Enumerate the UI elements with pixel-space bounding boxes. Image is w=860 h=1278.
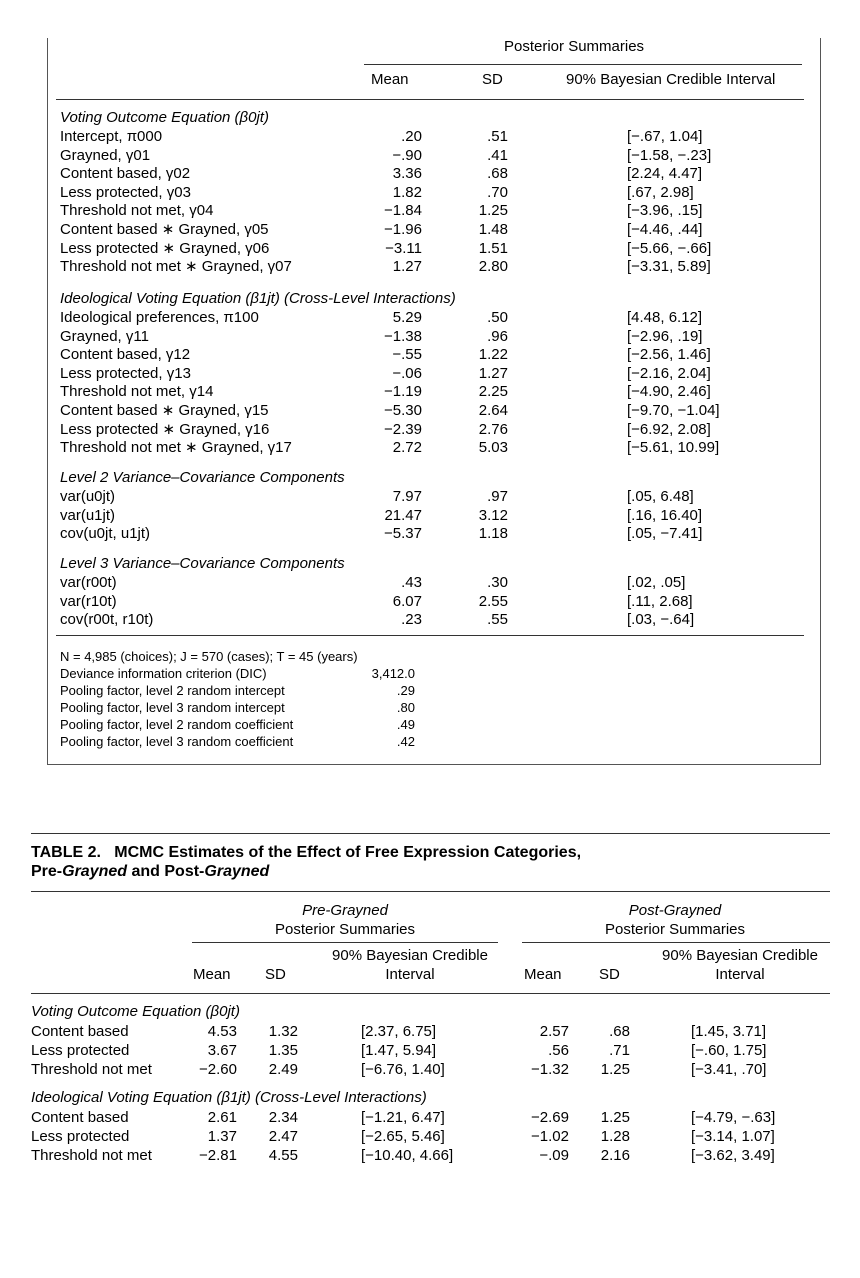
- footer-row: [60, 648, 480, 665]
- row-mean: 1.82: [392, 183, 422, 201]
- table-row: [31, 1108, 831, 1127]
- footer-value: .42: [396, 734, 415, 749]
- table1-col-ci: 90% Bayesian Credible Interval: [566, 71, 776, 88]
- row-mean: −.90: [392, 146, 422, 164]
- row-sd: .50: [487, 309, 508, 326]
- row-mean: 5.29: [392, 309, 422, 326]
- row-sd: .68: [487, 165, 508, 183]
- row-ci: [2.24, 4.47]: [627, 165, 703, 183]
- title-grayned-2: Grayned: [204, 863, 270, 880]
- row-label: Content based, γ02: [60, 165, 191, 183]
- post-col-sd: SD: [599, 966, 620, 983]
- table-row: [60, 147, 820, 165]
- table-row: [60, 402, 820, 420]
- table1-frame: [47, 38, 821, 765]
- table1-section-title: Voting Outcome Equation (β0jt): [60, 109, 269, 126]
- post-mean: 2.57: [539, 1023, 569, 1040]
- pre-ci: [−2.65, 5.46]: [361, 1128, 445, 1145]
- row-sd: 1.48: [478, 221, 508, 238]
- pre-grayned-header: [190, 902, 500, 919]
- footer-row: [60, 682, 480, 699]
- pre-sd: 2.49: [268, 1061, 298, 1078]
- post-header-rule: [522, 942, 830, 943]
- row-label: cov(u0jt, u1jt): [60, 525, 151, 543]
- row-label: Less protected, γ13: [60, 364, 191, 382]
- row-sd: 2.25: [478, 383, 508, 401]
- table-row: [60, 365, 820, 383]
- title-mid: and Post-: [127, 863, 205, 880]
- table-row: [60, 258, 820, 276]
- pre-mean: −2.60: [199, 1061, 237, 1078]
- table1-header-rule: [364, 64, 802, 65]
- table-row: [60, 165, 820, 183]
- pre-mean: 3.67: [207, 1042, 237, 1059]
- row-ci: [−3.96, .15]: [627, 202, 703, 220]
- row-label: Content based ∗ Grayned, γ05: [60, 221, 269, 238]
- row-ci: [.05, 6.48]: [627, 488, 694, 505]
- table2-header-bottom-rule: [31, 993, 830, 994]
- post-sd: 1.25: [600, 1061, 630, 1078]
- table1-col-mean: Mean: [371, 71, 409, 88]
- table-row: [60, 240, 820, 258]
- pre-col-sd: SD: [265, 966, 286, 983]
- post-col-mean: Mean: [524, 966, 562, 983]
- row-mean: −1.19: [384, 383, 422, 401]
- footer-label: Pooling factor, level 3 random intercept: [60, 700, 285, 715]
- row-label: Intercept, π000: [60, 128, 163, 145]
- table-row: [60, 439, 820, 457]
- row-mean: −.06: [392, 364, 422, 382]
- post-mean: −1.32: [531, 1061, 569, 1078]
- table-row: [31, 1022, 831, 1041]
- row-sd: 5.03: [478, 439, 508, 457]
- table1-section-title: Level 2 Variance–Covariance Components: [60, 469, 345, 486]
- table-row: [31, 1060, 831, 1079]
- footer-value: .49: [396, 717, 415, 732]
- row-sd: 1.25: [478, 202, 508, 220]
- footer-row: [60, 733, 480, 750]
- table-row: [60, 383, 820, 401]
- pre-posterior-header: Posterior Summaries: [274, 921, 416, 938]
- pre-ci: [−6.76, 1.40]: [361, 1061, 445, 1078]
- row-sd: .30: [487, 574, 508, 591]
- post-ci: [1.45, 3.71]: [691, 1023, 767, 1040]
- post-mean: −.09: [539, 1147, 569, 1164]
- post-col-ci-2: Interval: [715, 966, 765, 983]
- footer-label: Pooling factor, level 3 random coefficient: [60, 734, 294, 749]
- row-ci: [−1.58, −.23]: [627, 146, 712, 164]
- table-row: [60, 128, 820, 146]
- row-label: Threshold not met ∗ Grayned, γ17: [60, 439, 292, 457]
- row-label: Grayned, γ11: [60, 327, 149, 345]
- post-sd: 2.16: [600, 1147, 630, 1164]
- pre-col-ci-2: Interval: [385, 966, 435, 983]
- pre-sd: 2.34: [268, 1109, 298, 1126]
- post-posterior-header: Posterior Summaries: [604, 921, 746, 938]
- row-sd: .70: [487, 183, 508, 201]
- footer-row: [60, 716, 480, 733]
- pre-sd: 2.47: [268, 1128, 298, 1145]
- row-label: var(r00t): [60, 574, 117, 591]
- row-mean: 21.47: [384, 506, 422, 524]
- row-ci: [−4.90, 2.46]: [627, 383, 711, 401]
- pre-ci: [1.47, 5.94]: [361, 1042, 437, 1059]
- pre-mean: −2.81: [199, 1147, 237, 1164]
- row-ci: [−2.96, .19]: [627, 327, 703, 345]
- row-ci: [−3.31, 5.89]: [627, 258, 711, 276]
- post-sd: .71: [609, 1042, 630, 1059]
- post-sd: 1.25: [600, 1109, 630, 1126]
- row-sd: 1.27: [478, 364, 508, 382]
- row-mean: 7.97: [392, 488, 422, 505]
- post-ci: [−3.14, 1.07]: [691, 1128, 775, 1145]
- row-label: Threshold not met: [31, 1147, 152, 1164]
- table1-posterior-header: Posterior Summaries: [504, 38, 645, 55]
- footer-value: 3,412.0: [371, 666, 415, 681]
- row-ci: [−2.16, 2.04]: [627, 364, 711, 382]
- footer-row: [60, 665, 480, 682]
- row-ci: [−5.66, −.66]: [627, 239, 712, 257]
- post-grayned-label: Post-Grayned: [628, 902, 722, 919]
- table2-title: [31, 843, 581, 881]
- pre-col-ci-1: 90% Bayesian Credible: [332, 947, 488, 964]
- row-mean: −.55: [392, 346, 422, 364]
- pre-sd: 1.32: [268, 1023, 298, 1040]
- table-row: [60, 525, 820, 543]
- table2-section-title: Ideological Voting Equation (β1jt) (Cross-Level Interactions): [31, 1089, 427, 1106]
- row-ci: [−9.70, −1.04]: [627, 402, 720, 419]
- footer-label: Pooling factor, level 2 random intercept: [60, 683, 285, 698]
- row-mean: −1.38: [384, 327, 422, 345]
- row-mean: .23: [401, 611, 422, 629]
- pre-mean: 4.53: [207, 1023, 237, 1040]
- post-grayned-header: [520, 902, 830, 919]
- footer-row: [60, 699, 480, 716]
- row-label: Grayned, γ01: [60, 146, 151, 164]
- row-ci: [.02, .05]: [627, 574, 686, 591]
- row-ci: [−4.46, .44]: [627, 221, 703, 238]
- table2-title-bottom-rule: [31, 891, 830, 892]
- row-mean: .20: [401, 128, 422, 145]
- row-label: cov(r00t, r10t): [60, 611, 154, 629]
- table2-title-line2: [31, 862, 581, 881]
- title-grayned-1: Grayned: [62, 863, 128, 880]
- row-ci: [.03, −.64]: [627, 611, 695, 629]
- row-sd: 2.55: [478, 592, 508, 610]
- pre-mean: 1.37: [207, 1128, 237, 1145]
- row-label: Threshold not met ∗ Grayned, γ07: [60, 258, 292, 276]
- pre-mean: 2.61: [207, 1109, 237, 1126]
- table1-section-title: Level 3 Variance–Covariance Components: [60, 555, 345, 572]
- table-row: [60, 328, 820, 346]
- table-row: [60, 202, 820, 220]
- row-ci: [.11, 2.68]: [627, 592, 693, 610]
- row-ci: [.16, 16.40]: [627, 506, 703, 524]
- row-label: Less protected ∗ Grayned, γ16: [60, 420, 270, 438]
- row-label: Content based ∗ Grayned, γ15: [60, 402, 269, 419]
- pre-col-mean: Mean: [193, 966, 231, 983]
- pre-grayned-label: Pre-Grayned: [302, 902, 388, 919]
- pre-sd: 4.55: [268, 1147, 298, 1164]
- row-sd: .51: [487, 128, 508, 145]
- title-pre: Pre-: [31, 863, 63, 880]
- table2-title-top-rule: [31, 833, 830, 834]
- row-mean: −1.96: [384, 221, 422, 238]
- post-sd: 1.28: [600, 1128, 630, 1145]
- footer-label: Deviance information criterion (DIC): [60, 666, 267, 681]
- row-mean: 3.36: [392, 165, 422, 183]
- table1-top-rule: [56, 99, 804, 100]
- row-mean: −1.84: [384, 202, 422, 220]
- footer-value: .80: [396, 700, 415, 715]
- pre-ci: [2.37, 6.75]: [361, 1023, 437, 1040]
- row-mean: −5.37: [384, 525, 422, 543]
- pre-ci: [−10.40, 4.66]: [361, 1147, 454, 1164]
- row-label: Content based, γ12: [60, 346, 191, 364]
- row-label: Less protected ∗ Grayned, γ06: [60, 239, 270, 257]
- footer-value: .29: [396, 683, 415, 698]
- row-ci: [.05, −7.41]: [627, 525, 703, 543]
- row-mean: −3.11: [385, 239, 422, 257]
- row-label: Less protected: [31, 1128, 130, 1145]
- row-label: Threshold not met, γ04: [60, 202, 214, 220]
- row-sd: 1.18: [478, 525, 508, 543]
- table-row: [31, 1127, 831, 1146]
- row-sd: .96: [487, 327, 508, 345]
- row-sd: 3.12: [478, 506, 508, 524]
- row-label: Less protected, γ03: [60, 183, 191, 201]
- footer-label: Pooling factor, level 2 random coefficient: [60, 717, 294, 732]
- row-sd: .55: [487, 611, 508, 629]
- row-ci: [−.67, 1.04]: [627, 128, 703, 145]
- row-label: Content based: [31, 1109, 129, 1126]
- post-ci: [−3.62, 3.49]: [691, 1147, 775, 1164]
- row-mean: −2.39: [384, 420, 422, 438]
- post-col-ci-1: 90% Bayesian Credible: [662, 947, 818, 964]
- table-row: [60, 309, 820, 327]
- row-label: var(r10t): [60, 592, 117, 610]
- post-mean: .56: [548, 1042, 569, 1059]
- table-row: [60, 611, 820, 629]
- row-ci: [−6.92, 2.08]: [627, 420, 711, 438]
- row-mean: 2.72: [392, 439, 422, 457]
- table1-bottom-rule: [56, 635, 804, 636]
- row-label: Content based: [31, 1023, 129, 1040]
- row-label: Threshold not met: [31, 1061, 152, 1078]
- table2-section-title: Voting Outcome Equation (β0jt): [31, 1003, 240, 1020]
- row-sd: 1.22: [478, 346, 508, 364]
- table-row: [60, 421, 820, 439]
- row-sd: 2.80: [478, 258, 508, 276]
- row-ci: [−5.61, 10.99]: [627, 439, 720, 457]
- row-sd: .97: [487, 488, 508, 505]
- row-sd: 1.51: [478, 239, 508, 257]
- table1-col-sd: SD: [482, 71, 503, 88]
- footer-label: N = 4,985 (choices); J = 570 (cases); T = 45 (years): [60, 649, 358, 664]
- pre-ci: [−1.21, 6.47]: [361, 1109, 445, 1126]
- row-label: Ideological preferences, π100: [60, 309, 259, 326]
- table-row: [60, 593, 820, 611]
- row-label: var(u1jt): [60, 506, 116, 524]
- row-label: Less protected: [31, 1042, 130, 1059]
- row-sd: 2.76: [478, 420, 508, 438]
- table-row: [31, 1146, 831, 1165]
- table-row: [31, 1041, 831, 1060]
- row-sd: .41: [487, 146, 508, 164]
- row-mean: 1.27: [392, 258, 422, 276]
- table2-title-line1: TABLE 2. MCMC Estimates of the Effect of Free Expression Categories,: [31, 844, 582, 861]
- row-mean: −5.30: [384, 402, 422, 419]
- pre-sd: 1.35: [268, 1042, 298, 1059]
- row-mean: 6.07: [392, 592, 422, 610]
- table-row: [60, 488, 820, 506]
- row-mean: .43: [401, 574, 422, 591]
- post-ci: [−.60, 1.75]: [691, 1042, 767, 1059]
- row-label: var(u0jt): [60, 488, 116, 505]
- row-ci: [.67, 2.98]: [627, 183, 694, 201]
- post-ci: [−4.79, −.63]: [691, 1109, 776, 1126]
- row-ci: [−2.56, 1.46]: [627, 346, 711, 364]
- row-label: Threshold not met, γ14: [60, 383, 214, 401]
- table-row: [60, 221, 820, 239]
- post-mean: −1.02: [531, 1128, 569, 1145]
- table-row: [60, 184, 820, 202]
- post-ci: [−3.41, .70]: [691, 1061, 767, 1078]
- row-sd: 2.64: [478, 402, 508, 419]
- table-row: [60, 346, 820, 364]
- row-ci: [4.48, 6.12]: [627, 309, 703, 326]
- table-row: [60, 574, 820, 592]
- pre-header-rule: [192, 942, 498, 943]
- post-sd: .68: [609, 1023, 630, 1040]
- table1-section-title: Ideological Voting Equation (β1jt) (Cross-Level Interactions): [60, 290, 456, 307]
- table-row: [60, 507, 820, 525]
- post-mean: −2.69: [531, 1109, 569, 1126]
